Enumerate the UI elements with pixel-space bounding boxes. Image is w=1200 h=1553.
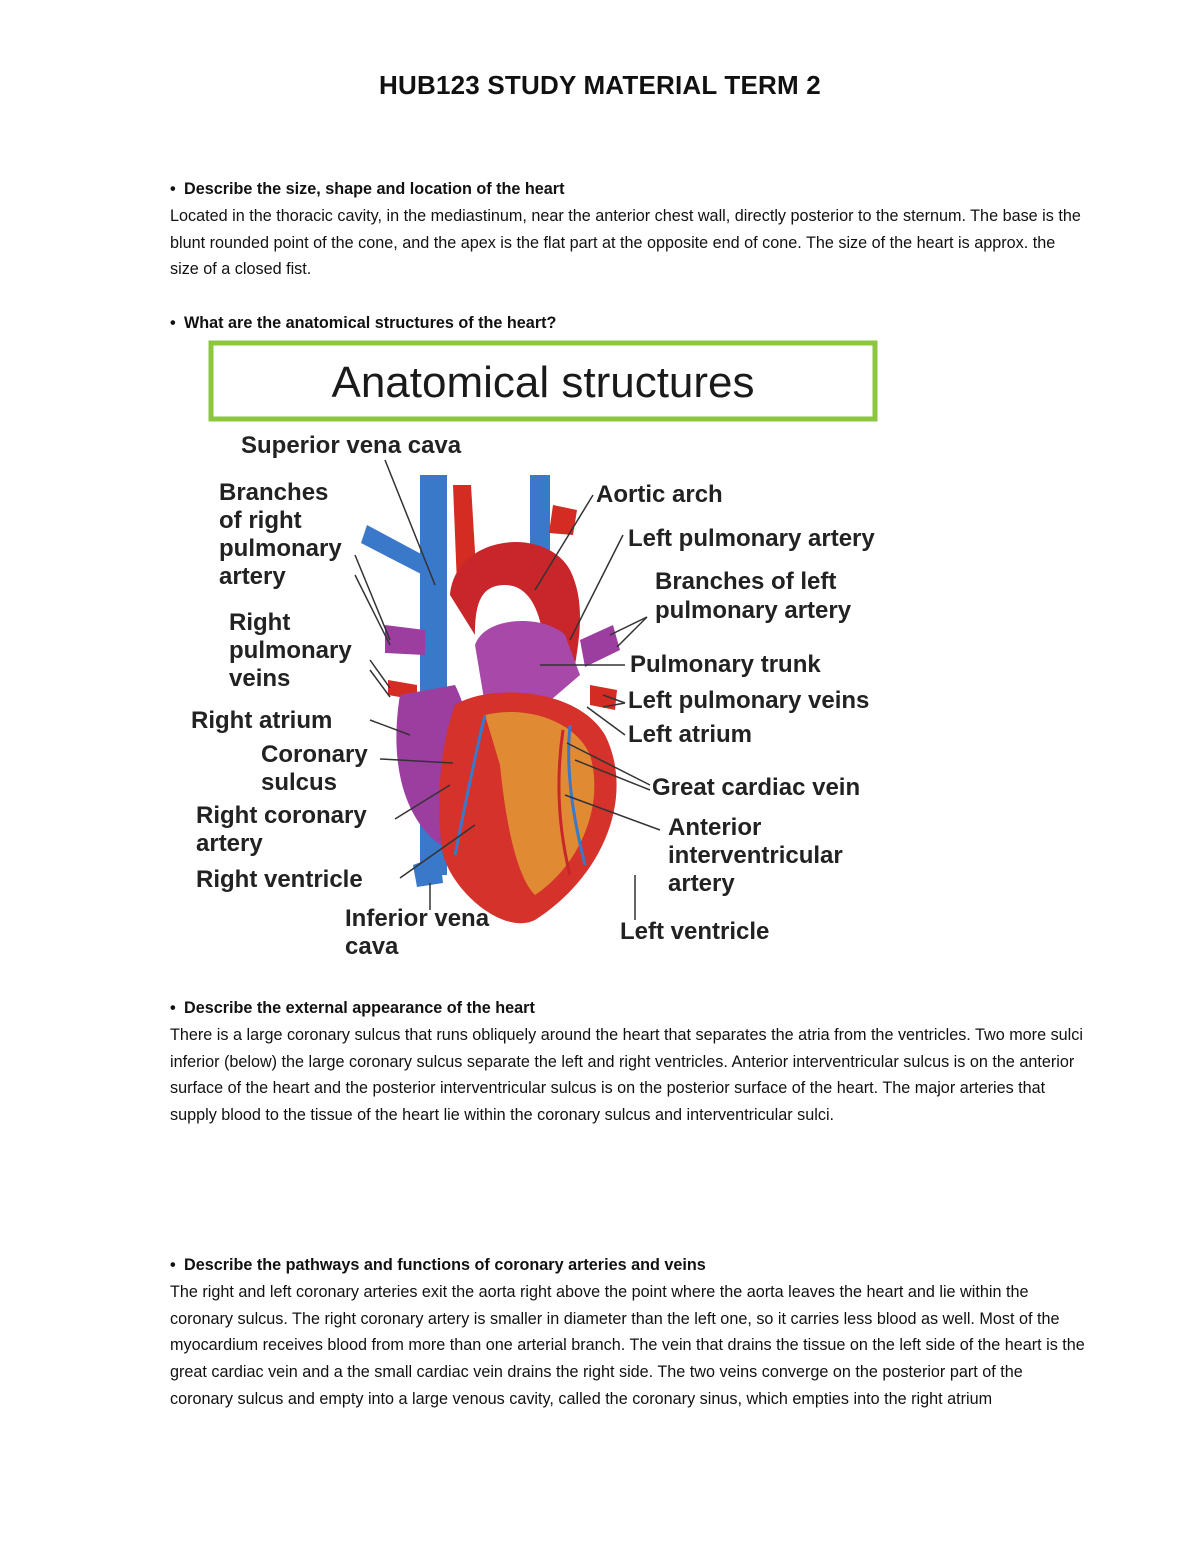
section-external-appearance: [170, 995, 1085, 1129]
svg-text:artery: artery: [668, 870, 735, 897]
bullet-icon: •: [170, 999, 176, 1017]
svg-text:pulmonary: pulmonary: [229, 637, 352, 664]
section-anatomical-structures: [170, 310, 1085, 337]
label-left-pulmonary-artery: Left pulmonary artery: [628, 525, 875, 552]
section-coronary-pathways: [170, 1252, 1085, 1413]
svg-text:Inferior vena: Inferior vena: [345, 905, 490, 932]
label-branches-left-pa: [655, 568, 852, 624]
section-question: • What are the anatomical structures of the heart?: [170, 310, 1085, 337]
svg-text:veins: veins: [229, 665, 291, 692]
heart-illustration: [361, 475, 620, 923]
label-anterior-iv-artery: [668, 814, 843, 897]
section-question: • Describe the external appearance of the heart: [170, 995, 1085, 1022]
label-left-atrium: Left atrium: [628, 721, 753, 748]
label-left-ventricle: Left ventricle: [620, 918, 770, 945]
label-right-coronary-artery: [196, 802, 367, 857]
svg-text:Coronary: Coronary: [261, 741, 368, 768]
svg-text:artery: artery: [196, 830, 263, 857]
label-great-cardiac-vein: Great cardiac vein: [652, 774, 861, 801]
svg-text:sulcus: sulcus: [261, 769, 338, 796]
label-superior-vena-cava: Superior vena cava: [241, 432, 462, 459]
section-size-shape-location: [170, 176, 1085, 283]
section-question: • Describe the pathways and functions of coronary arteries and veins: [170, 1252, 1085, 1279]
label-branches-right-pa: [219, 479, 342, 590]
section-answer: There is a large coronary sulcus that runs obliquely around the heart that separates the atria from the ventricles. Two more sulci inferior (below) the large coronary sulcus separate the left and right ventricles. Anterior interventricular sulcus is on the anterior surface of the heart and the posterior interventricular sulcus is on the posterior surface of the heart. The major arteries that supply blood to the tissue of the heart lie within the coronary sulcus and interventricular sulci.: [170, 1025, 1083, 1125]
bullet-icon: •: [170, 180, 176, 198]
section-answer: Located in the thoracic cavity, in the mediastinum, near the anterior chest wall, directly posterior to the sternum. The base is the blunt rounded point of the cone, and the apex is the flat part at the opposite end of cone. The size of the heart is approx. the size of a closed fist.: [170, 206, 1081, 279]
svg-text:Right: Right: [229, 609, 291, 636]
svg-text:cava: cava: [345, 933, 399, 960]
heart-diagram: [185, 335, 925, 965]
label-aortic-arch: Aortic arch: [596, 481, 723, 508]
figure-heading: Anatomical structures: [331, 358, 755, 407]
svg-text:artery: artery: [219, 563, 286, 590]
svg-text:pulmonary: pulmonary: [219, 535, 342, 562]
heart-anatomy-figure: [185, 335, 925, 965]
page-title: HUB123 STUDY MATERIAL TERM 2: [379, 70, 821, 100]
label-pulmonary-trunk: Pulmonary trunk: [630, 651, 821, 678]
svg-text:of right: of right: [219, 507, 302, 534]
label-coronary-sulcus: [261, 741, 368, 796]
label-right-ventricle: Right ventricle: [196, 866, 363, 893]
label-right-atrium: Right atrium: [191, 707, 333, 734]
bullet-icon: •: [170, 314, 176, 332]
label-inferior-vena-cava: [345, 905, 490, 960]
section-question: • Describe the size, shape and location of the heart: [170, 176, 1085, 203]
label-left-pulmonary-veins: Left pulmonary veins: [628, 687, 870, 714]
svg-text:Branches: Branches: [219, 479, 329, 506]
svg-text:interventricular: interventricular: [668, 842, 843, 869]
label-right-pulmonary-veins: [229, 609, 352, 692]
svg-text:pulmonary artery: pulmonary artery: [655, 597, 852, 624]
section-answer: The right and left coronary arteries exit the aorta right above the point where the aorta leaves the heart and lie within the coronary sulcus. The right coronary artery is smaller in diameter than the left one, so it carries less blood as well. Most of the myocardium receives blood from more than one arterial branch. The vein that drains the tissue on the left side of the heart is the great cardiac vein and a the small cardiac vein drains the right side. The two veins converge on the posterior part of the coronary sulcus and empty into a large venous cavity, called the coronary sinus, which empties into the right atrium: [170, 1282, 1085, 1408]
bullet-icon: •: [170, 1256, 176, 1274]
svg-text:Right coronary: Right coronary: [196, 802, 367, 829]
svg-text:Branches of left: Branches of left: [655, 568, 837, 595]
svg-text:Anterior: Anterior: [668, 814, 762, 841]
